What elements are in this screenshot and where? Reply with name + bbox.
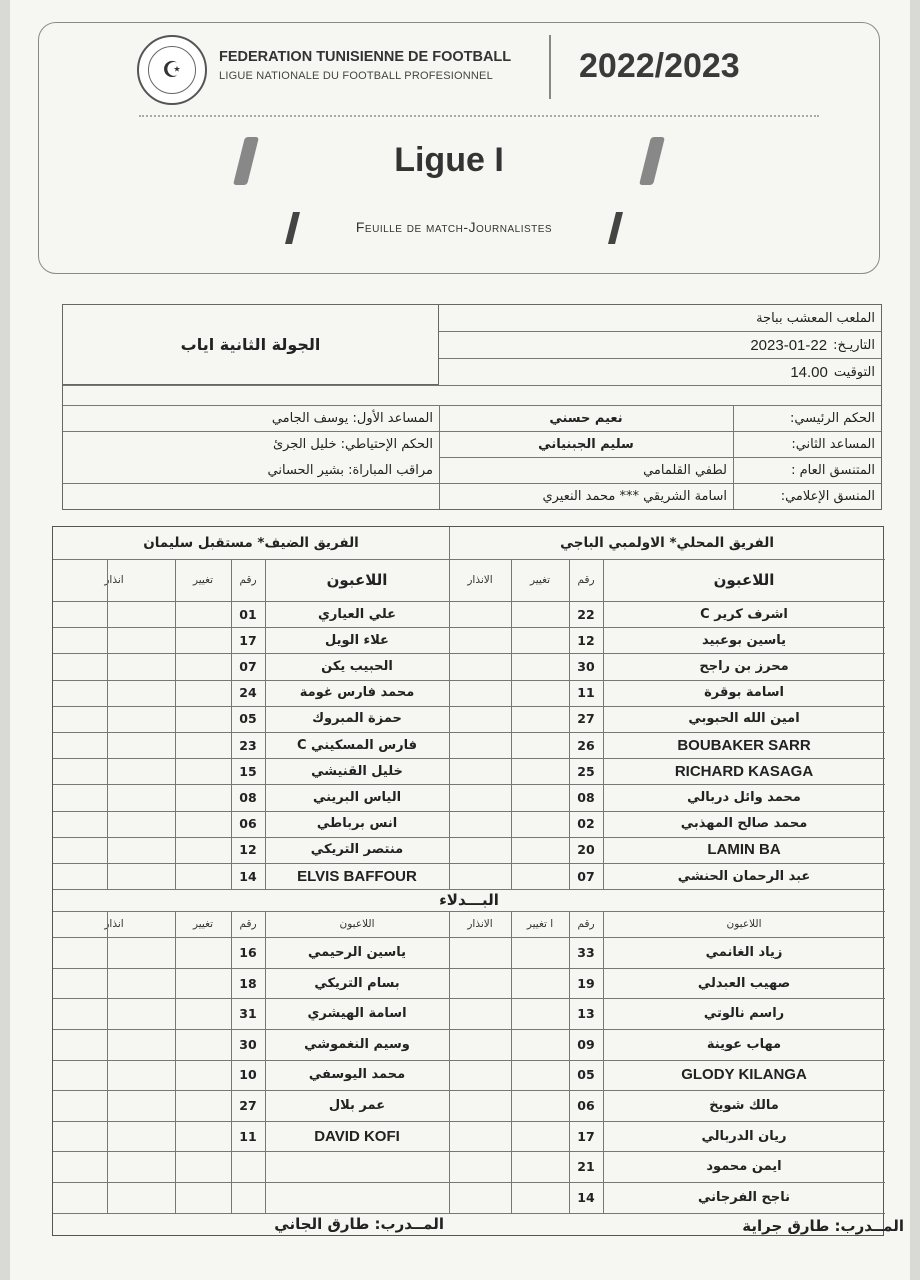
away-bench-name: DAVID KOFI: [314, 1127, 400, 1145]
away-player-number: 01: [239, 606, 257, 622]
away-number-header: رقم: [239, 574, 257, 586]
date-row: [439, 332, 881, 358]
referee-label: الحكم الرئيسي:: [789, 410, 875, 426]
match-observer: مراقب المباراة: بشير الحساني: [267, 462, 433, 478]
away-player-name: انس برباطي: [316, 816, 398, 832]
home-player-number: 26: [577, 737, 595, 753]
away-bench-number: 31: [239, 1006, 257, 1022]
away-player-number: 07: [239, 658, 257, 674]
home-bench-name: ايمن محمود: [706, 1159, 782, 1175]
home-bench-number: 17: [577, 1128, 595, 1144]
home-sub-header: تغيير: [529, 574, 551, 586]
away-bench-sub-header: تغيير: [192, 918, 214, 931]
home-player-name: عبد الرحمان الحنشي: [677, 868, 811, 884]
away-coach: المــدرب: طارق الجاني: [274, 1215, 444, 1233]
home-bench-name: مهاب عوينة: [706, 1036, 782, 1052]
home-bench-number: 33: [577, 944, 595, 960]
home-bench-name: ناجح الفرجاني: [697, 1189, 791, 1205]
away-player-number: 08: [239, 789, 257, 805]
away-bench-number: 10: [239, 1067, 257, 1083]
match-sheet: [10, 0, 910, 1280]
season: 2022/2023: [579, 47, 740, 85]
coordinator-label: المتنسق العام :: [791, 462, 875, 478]
away-player-number: 24: [239, 685, 257, 701]
home-bench-number: 19: [577, 975, 595, 991]
media-label: المنسق الإعلامي:: [780, 488, 875, 504]
away-player-name: فارس المسكيني C: [296, 737, 418, 753]
home-player-name: اشرف كرير C: [700, 606, 788, 622]
federation-name: FEDERATION TUNISIENNE DE FOOTBALL: [219, 49, 512, 65]
media-officer: اسامة الشريقي *** محمد النعيري: [542, 488, 727, 504]
competition-label: Ligue I: [394, 140, 504, 179]
home-player-name: محرز بن راجح: [699, 658, 789, 674]
away-player-name: محمد فارس غومة: [299, 685, 415, 701]
home-bench-number-header: رقم: [577, 918, 595, 931]
match-date: 2023-01-22: [750, 336, 828, 354]
away-player-name: حمزة المبروك: [312, 711, 402, 727]
home-team-title: الفريق المحلي* الاولمبي الباجي: [560, 535, 774, 551]
away-player-name: علي العياري: [317, 606, 397, 622]
home-player-name: اسامة بوقرة: [704, 685, 784, 701]
away-card-header: انذار: [104, 574, 124, 586]
home-player-number: 25: [577, 763, 595, 779]
away-team-title: الفريق الضيف* مستقبل سليمان: [143, 535, 359, 551]
home-player-number: 08: [577, 789, 595, 805]
home-player-number: 22: [577, 606, 595, 622]
home-player-name: محمد وائل دربالي: [687, 789, 801, 805]
lineup-table: [52, 526, 884, 1236]
home-player-name: محمد صالح المهذبي: [680, 816, 808, 832]
time-row: [439, 359, 881, 385]
date-label: التاريـخ:: [833, 337, 875, 353]
away-bench-players-header: اللاعبون: [339, 918, 375, 931]
home-number-header: رقم: [577, 574, 595, 586]
away-player-name: ELVIS BAFFOUR: [297, 867, 417, 885]
away-bench-name: ياسين الرحيمي: [307, 944, 407, 960]
home-player-number: 07: [577, 868, 595, 884]
home-player-name: امين الله الحبوبي: [688, 711, 800, 727]
away-bench-number: 27: [239, 1097, 257, 1113]
home-player-number: 02: [577, 816, 595, 832]
away-bench-name: عمر بلال: [328, 1097, 386, 1113]
match-info: [62, 304, 882, 510]
home-bench-number: 05: [577, 1067, 595, 1083]
home-bench-name: مالك شويخ: [709, 1097, 779, 1113]
away-bench-card-header: انذار: [104, 918, 124, 931]
home-player-number: 11: [577, 685, 595, 701]
away-player-number: 05: [239, 711, 257, 727]
header-divider: [549, 35, 551, 99]
home-bench-card-header: الانذار: [467, 918, 493, 931]
away-players-header: اللاعبون: [326, 571, 388, 589]
home-player-name: LAMIN BA: [707, 841, 781, 859]
match-time: 14.00: [790, 363, 828, 381]
away-player-name: منتصر التريكي: [310, 842, 404, 858]
league-body-name: LIGUE NATIONALE DU FOOTBALL PROFESIONNEL: [219, 70, 493, 82]
home-bench-name: ريان الدربالي: [701, 1128, 787, 1144]
home-bench-number: 13: [577, 1006, 595, 1022]
home-player-number: 27: [577, 711, 595, 727]
home-bench-name: صهيب العبدلي: [697, 975, 791, 991]
away-player-number: 17: [239, 632, 257, 648]
crescent-star-icon: ☪: [148, 46, 196, 94]
home-player-name: ياسين بوعبيد: [701, 632, 787, 648]
assistant1: المساعد الأول: يوسف الجامي: [271, 410, 433, 426]
sheet-header: [38, 22, 880, 274]
competition-title: [239, 133, 659, 187]
home-bench-name: زياد الغانمي: [705, 944, 783, 960]
subs-title: البـــدلاء: [439, 891, 499, 910]
home-players-header: اللاعبون: [713, 571, 775, 589]
away-bench-number: 11: [239, 1128, 257, 1144]
home-bench-name: راسم نالوتي: [703, 1006, 785, 1022]
home-coach: المــدرب: طارق جراية: [742, 1217, 904, 1235]
home-bench-number: 09: [577, 1036, 595, 1052]
sheet-type-label: Feuille de match-Journalistes: [355, 219, 553, 235]
away-player-name: الحبيب يكن: [321, 658, 393, 674]
stadium: الملعب المعشب بباجة: [756, 310, 875, 326]
home-bench-sub-header: ا تغيير: [526, 918, 554, 931]
away-bench-name: بسام التريكي: [314, 975, 400, 991]
home-bench-number: 06: [577, 1097, 595, 1113]
away-bench-name: اسامة الهيشري: [307, 1006, 407, 1022]
sheet-type: [289, 209, 619, 245]
away-bench-number-header: رقم: [239, 918, 257, 931]
away-player-number: 23: [239, 737, 257, 753]
home-bench-name: GLODY KILANGA: [681, 1066, 807, 1084]
away-bench-number: 16: [239, 944, 257, 960]
assistant2: سليم الجبنياني: [538, 436, 634, 452]
home-player-name: BOUBAKER SARR: [677, 736, 811, 754]
away-player-number: 14: [239, 868, 257, 884]
home-bench-players-header: اللاعبون: [726, 918, 762, 931]
home-player-name: RICHARD KASAGA: [674, 762, 814, 780]
home-player-number: 30: [577, 658, 595, 674]
home-player-number: 12: [577, 632, 595, 648]
assistant2-label: المساعد الثاني:: [791, 436, 875, 452]
away-player-name: علاء الويل: [325, 632, 389, 648]
away-bench-name: وسيم النغموشي: [304, 1036, 410, 1052]
away-player-number: 06: [239, 816, 257, 832]
away-sub-header: تغيير: [192, 574, 214, 586]
round-label: الجولة الثانية اياب: [63, 305, 439, 385]
away-player-name: خليل القنيشي: [311, 763, 403, 779]
time-label: التوقيت: [833, 364, 875, 380]
home-player-number: 20: [577, 842, 595, 858]
away-player-number: 15: [239, 763, 257, 779]
ftf-logo: [137, 35, 207, 105]
away-player-number: 12: [239, 842, 257, 858]
away-bench-number: 30: [239, 1036, 257, 1052]
dotted-separator: [139, 115, 819, 117]
referee: نعيم حسني: [549, 410, 623, 426]
home-bench-number: 14: [577, 1189, 595, 1205]
home-bench-number: 21: [577, 1159, 595, 1175]
away-player-name: الياس البريني: [312, 789, 402, 805]
coordinator: لطفي القلمامي: [643, 462, 727, 478]
away-bench-name: محمد اليوسفي: [308, 1067, 406, 1083]
home-card-header: الانذار: [467, 574, 493, 586]
fourth-official: الحكم الإحتياطي: خليل الجرئ: [272, 436, 433, 452]
away-bench-number: 18: [239, 975, 257, 991]
